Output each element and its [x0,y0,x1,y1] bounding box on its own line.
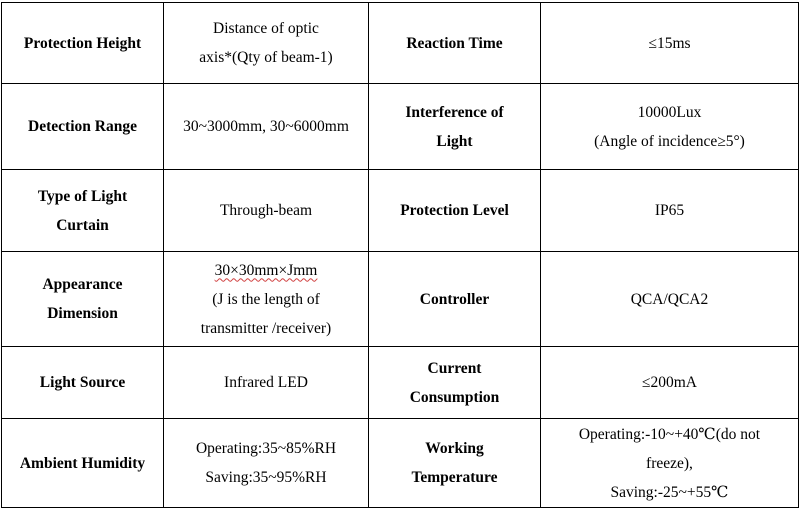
spec-value [541,170,799,252]
spec-label [2,3,164,84]
spec-value [164,3,369,84]
spec-value [541,3,799,84]
spec-row [2,84,799,170]
spec-value [164,347,369,419]
spec-label [369,252,541,347]
text-line: Operating:35~85%RH [195,440,337,457]
spec-value [164,419,369,508]
text-line: Temperature [411,469,498,486]
spec-label [2,252,164,347]
text-line: (Angle of incidence≥5°) [594,132,745,150]
text-line: axis*(Qty of beam-1) [199,49,333,66]
spec-label [369,419,541,508]
text-line: Curtain [56,216,109,234]
spec-label [2,170,164,252]
spec-label [2,419,164,508]
text-line: Detection Range [28,118,137,135]
spec-value [541,252,799,347]
text-line: Interference of [405,103,504,121]
spec-row [2,419,799,508]
spec-label [369,3,541,84]
text-line: Protection Height [23,34,142,52]
spec-label [2,84,164,170]
text-line: (J is the length of [212,290,320,308]
text-line: Infrared LED [224,374,308,391]
text-line: Light [436,132,473,150]
spec-label [2,347,164,419]
text-line: 30×30mm×Jmm [214,261,318,279]
spec-value [541,347,799,419]
spec-value [164,84,369,170]
text-line: Working [425,440,484,457]
spec-value [541,419,799,508]
text-line: transmitter /receiver) [200,319,332,337]
text-line: QCA/QCA2 [630,290,709,308]
spec-row [2,347,799,419]
text-line: Dimension [47,305,118,322]
text-line: Through-beam [219,202,313,219]
spec-value [164,252,369,347]
spec-value [164,170,369,252]
text-line: Consumption [409,388,500,406]
text-line: ≤200mA [641,374,697,391]
text-line: 30~3000mm, 30~6000mm [183,118,349,135]
text-line: Reaction Time [406,34,503,52]
specification-table [1,2,799,508]
text-line: Saving:35~95%RH [205,469,327,486]
spec-label [369,347,541,419]
spec-row [2,170,799,252]
text-line: Saving:-25~+55℃ [610,483,729,501]
spec-row [2,3,799,84]
text-line: Appearance [42,276,123,293]
spec-row [2,252,799,347]
text-line: freeze), [646,454,693,472]
text-line: Protection Level [400,202,509,219]
text-line: Controller [419,290,490,308]
text-line: Distance of optic [213,20,319,37]
text-line: IP65 [654,202,685,219]
text-line: ≤15ms [648,34,691,52]
spec-label [369,170,541,252]
text-line: Type of Light [37,187,128,205]
text-line: Current [427,359,482,377]
spec-label [369,84,541,170]
text-line: Ambient Humidity [19,454,146,472]
text-line: Operating:-10~+40℃(do not [578,425,761,443]
spec-value [541,84,799,170]
text-line: Light Source [39,374,126,391]
text-line: 10000Lux [637,103,702,121]
